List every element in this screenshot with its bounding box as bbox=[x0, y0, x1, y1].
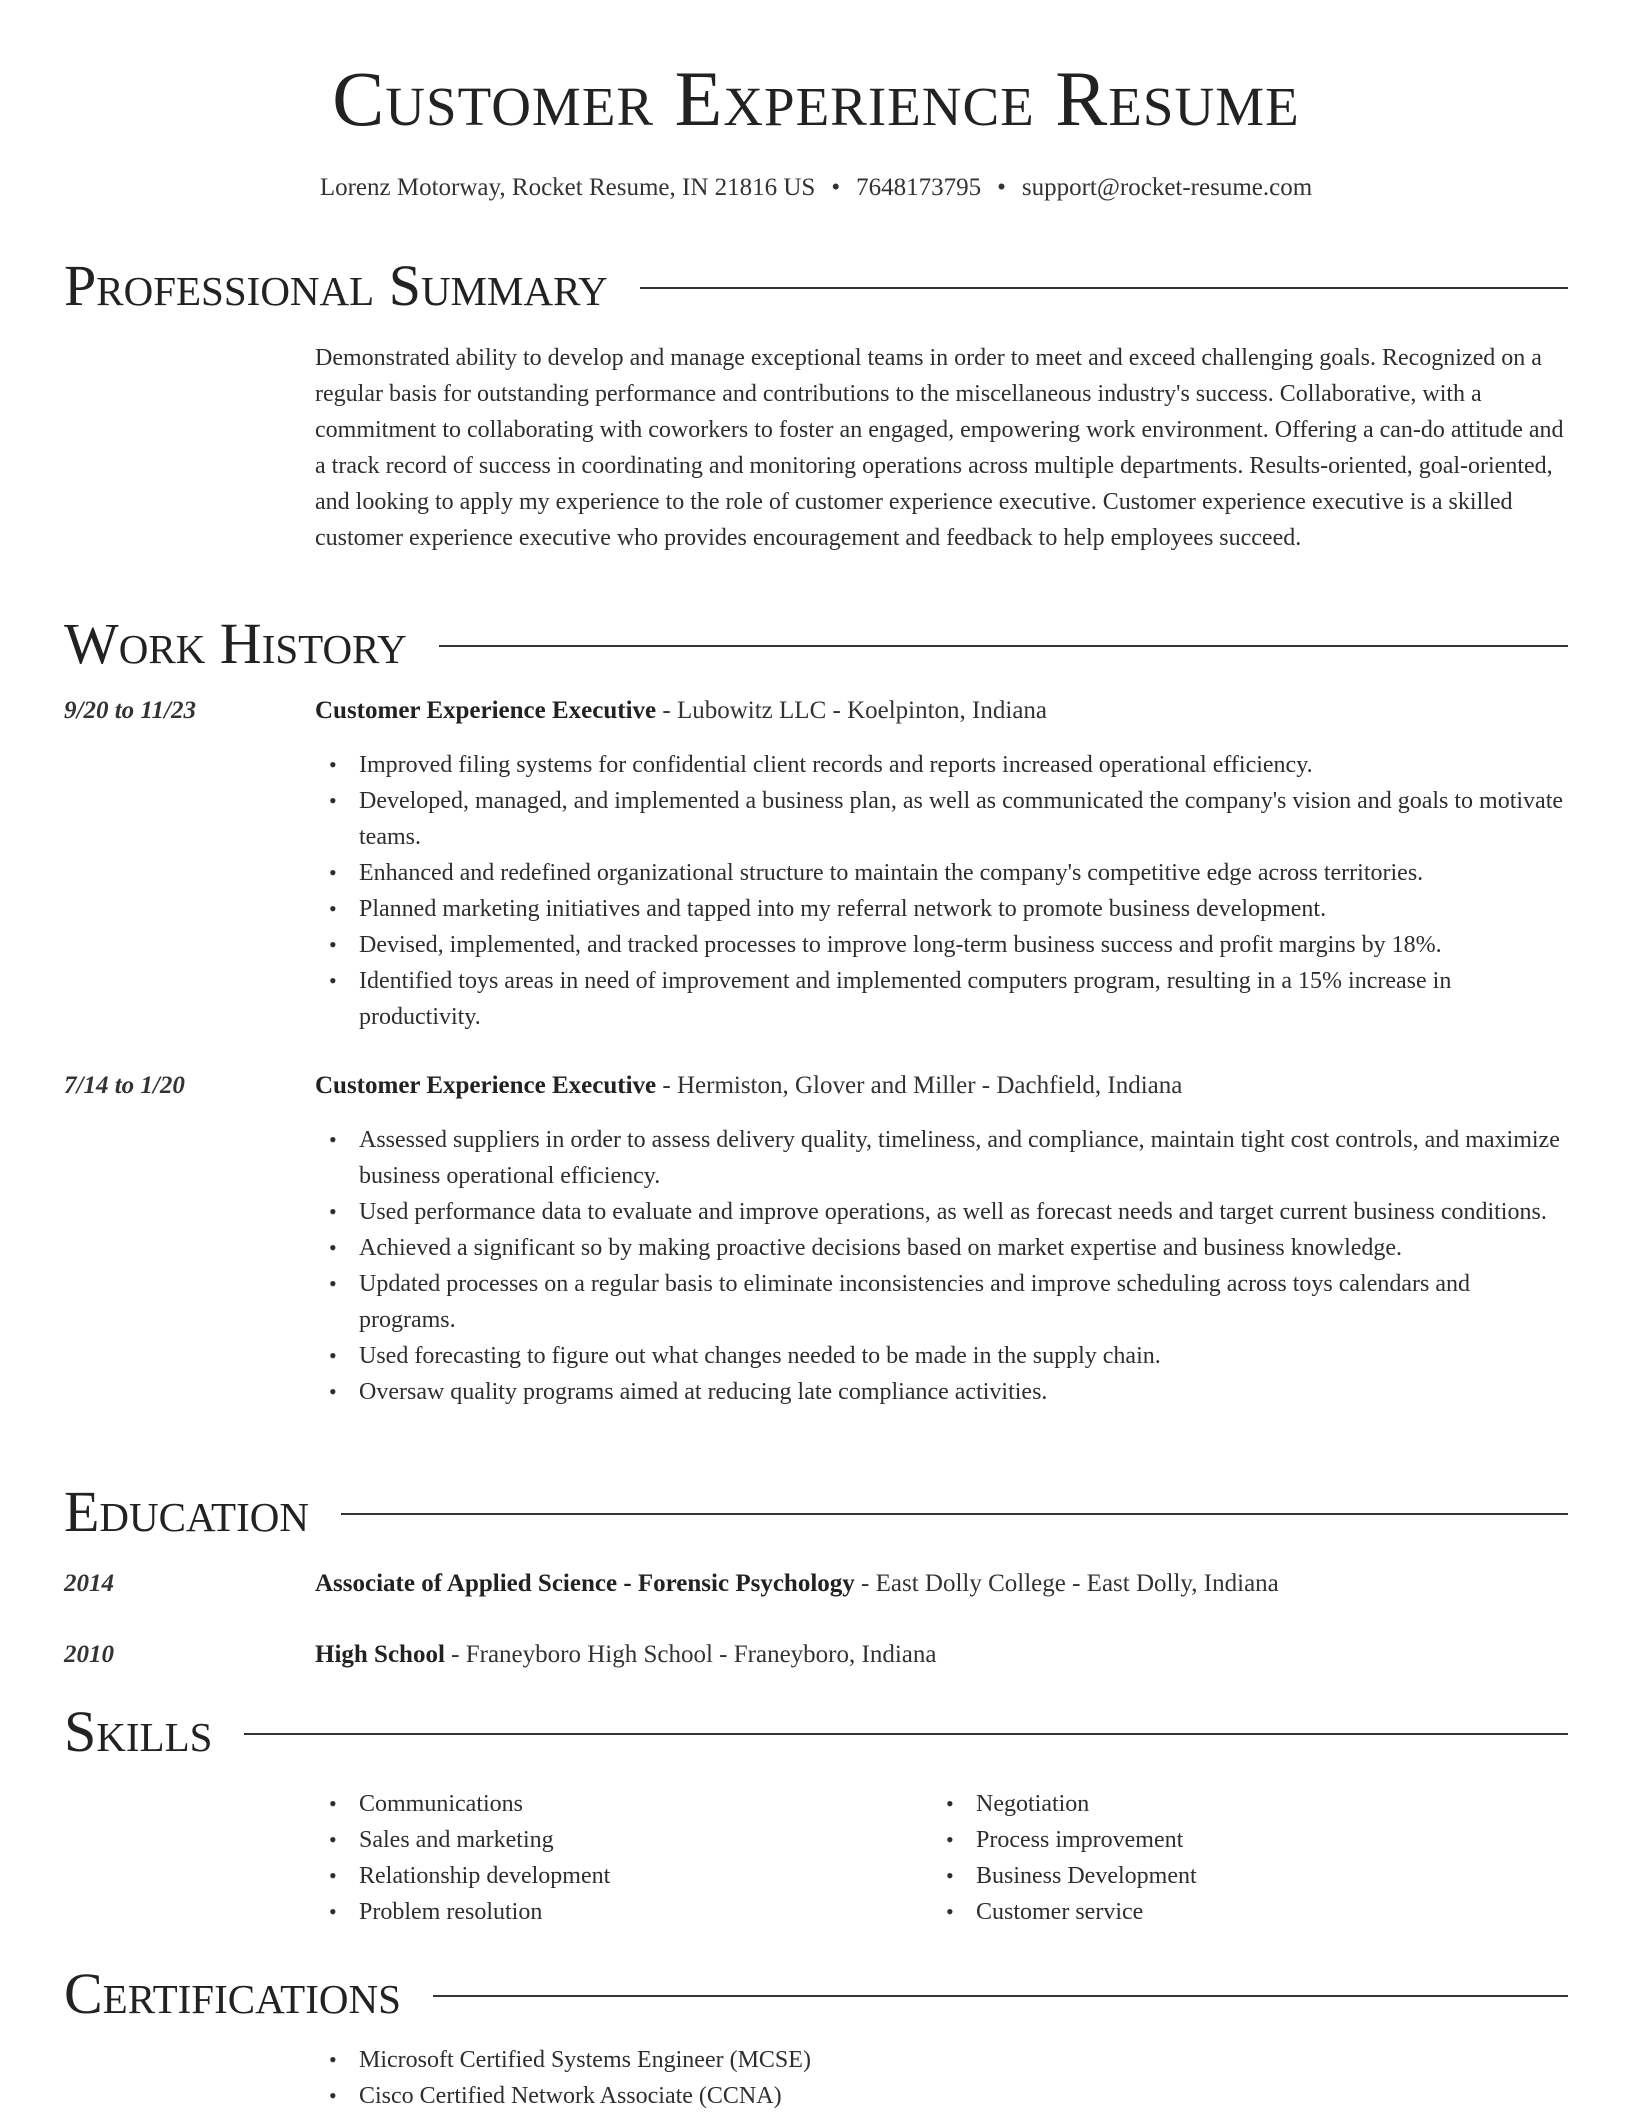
skill-item: • Relationship development bbox=[315, 1858, 915, 1894]
skill-item: • Customer service bbox=[932, 1894, 1532, 1930]
job-bullets bbox=[315, 1122, 1570, 1410]
skill-item: • Sales and marketing bbox=[315, 1822, 915, 1858]
section-header-work bbox=[64, 611, 1568, 676]
job-details: - Hermiston, Glover and Miller - Dachfield, Indiana bbox=[656, 1072, 1183, 1099]
skill-item: • Business Development bbox=[932, 1858, 1532, 1894]
section-divider bbox=[341, 1513, 1568, 1515]
contact-phone: 7648173795 bbox=[856, 174, 982, 201]
summary-text: Demonstrated ability to develop and manage exceptional teams in order to meet and exceed challenging goals. Recognized on a regular basis for outstanding performance and contributions to the miscellaneous industry's success. Collaborative, with a commitment to collaborating with coworkers to foster an engaged, empowering work environment. Offering a can-do attitude and a track record of success in coordinating and monitoring operations across multiple departments. Results-oriented, goal-oriented, and looking to apply my experience to the role of customer experience executive. Customer experience executive is a skilled customer experience executive who provides encouragement and feedback to help employees succeed. bbox=[315, 345, 1564, 551]
education-details: - Franeyboro High School - Franeyboro, Indiana bbox=[444, 1641, 937, 1668]
job-heading bbox=[315, 697, 1047, 725]
job-title: Customer Experience Executive bbox=[315, 1072, 657, 1099]
job-bullet: • Updated processes on a regular basis to eliminate inconsistencies and improve scheduling across toys calendars and programs. bbox=[315, 1266, 1570, 1338]
skill-item: • Process improvement bbox=[932, 1822, 1532, 1858]
education-year: 2010 bbox=[64, 1641, 114, 1668]
job-dates: 7/14 to 1/20 bbox=[64, 1072, 185, 1099]
job-bullet: • Used forecasting to figure out what changes needed to be made in the supply chain. bbox=[315, 1338, 1570, 1374]
job-bullet: • Developed, managed, and implemented a business plan, as well as communicated the company's vision and goals to motivate teams. bbox=[315, 783, 1570, 855]
education-entry bbox=[315, 1570, 1279, 1598]
skills-list-left bbox=[315, 1786, 915, 1930]
job-bullet: • Planned marketing initiatives and tapped into my referral network to promote business development. bbox=[315, 891, 1570, 927]
section-title-summary: Professional Summary bbox=[64, 253, 608, 318]
section-divider bbox=[433, 1995, 1568, 1997]
education-degree: Associate of Applied Science - Forensic Psychology bbox=[315, 1570, 855, 1597]
contact-line bbox=[0, 174, 1632, 202]
section-header-summary bbox=[64, 253, 1568, 318]
education-details: - East Dolly College - East Dolly, Indiana bbox=[854, 1570, 1279, 1597]
section-title-certifications: Certifications bbox=[64, 1961, 401, 2026]
section-header-skills bbox=[64, 1699, 1568, 1764]
job-bullet: • Identified toys areas in need of improvement and implemented computers program, resulting in a 15% increase in productivity. bbox=[315, 963, 1570, 1035]
contact-separator: • bbox=[831, 174, 841, 201]
section-title-education: Education bbox=[64, 1479, 309, 1544]
job-bullet: • Assessed suppliers in order to assess delivery quality, timeliness, and compliance, maintain tight cost controls, and maximize business operational efficiency. bbox=[315, 1122, 1570, 1194]
job-heading bbox=[315, 1072, 1182, 1100]
skill-item: • Problem resolution bbox=[315, 1894, 915, 1930]
job-title: Customer Experience Executive bbox=[315, 697, 657, 724]
job-details: - Lubowitz LLC - Koelpinton, Indiana bbox=[656, 697, 1048, 724]
section-divider bbox=[439, 645, 1568, 647]
contact-email[interactable]: support@rocket-resume.com bbox=[1021, 174, 1313, 201]
job-bullet: • Devised, implemented, and tracked processes to improve long-term business success and profit margins by 18%. bbox=[315, 927, 1570, 963]
education-entry bbox=[315, 1641, 936, 1669]
resume-title: Customer Experience Resume bbox=[332, 55, 1300, 142]
job-bullet: • Achieved a significant so by making proactive decisions based on market expertise and business knowledge. bbox=[315, 1230, 1570, 1266]
section-title-work: Work History bbox=[64, 611, 407, 676]
job-bullet: • Used performance data to evaluate and improve operations, as well as forecast needs and target current business conditions. bbox=[315, 1194, 1570, 1230]
job-bullet: • Enhanced and redefined organizational structure to maintain the company's competitive edge across territories. bbox=[315, 855, 1570, 891]
job-dates: 9/20 to 11/23 bbox=[64, 697, 196, 724]
skills-list-right bbox=[932, 1786, 1532, 1930]
contact-separator: • bbox=[997, 174, 1006, 201]
education-year: 2014 bbox=[64, 1570, 114, 1597]
skill-item: • Communications bbox=[315, 1786, 915, 1822]
section-divider bbox=[244, 1733, 1568, 1735]
job-bullet: • Improved filing systems for confidential client records and reports increased operational efficiency. bbox=[315, 747, 1570, 783]
section-title-skills: Skills bbox=[64, 1699, 213, 1764]
certifications-list bbox=[315, 2042, 1570, 2112]
education-degree: High School bbox=[315, 1641, 445, 1668]
section-divider bbox=[640, 287, 1568, 289]
section-header-education bbox=[64, 1479, 1568, 1544]
certification-item: • Microsoft Certified Systems Engineer (MCSE) bbox=[315, 2042, 1570, 2078]
skill-item: • Negotiation bbox=[932, 1786, 1532, 1822]
contact-address: Lorenz Motorway, Rocket Resume, IN 21816 US bbox=[319, 174, 816, 201]
section-header-certifications bbox=[64, 1961, 1568, 2026]
certification-item: • Cisco Certified Network Associate (CCNA) bbox=[315, 2078, 1570, 2112]
job-bullet: • Oversaw quality programs aimed at reducing late compliance activities. bbox=[315, 1374, 1570, 1410]
job-bullets bbox=[315, 747, 1570, 1035]
